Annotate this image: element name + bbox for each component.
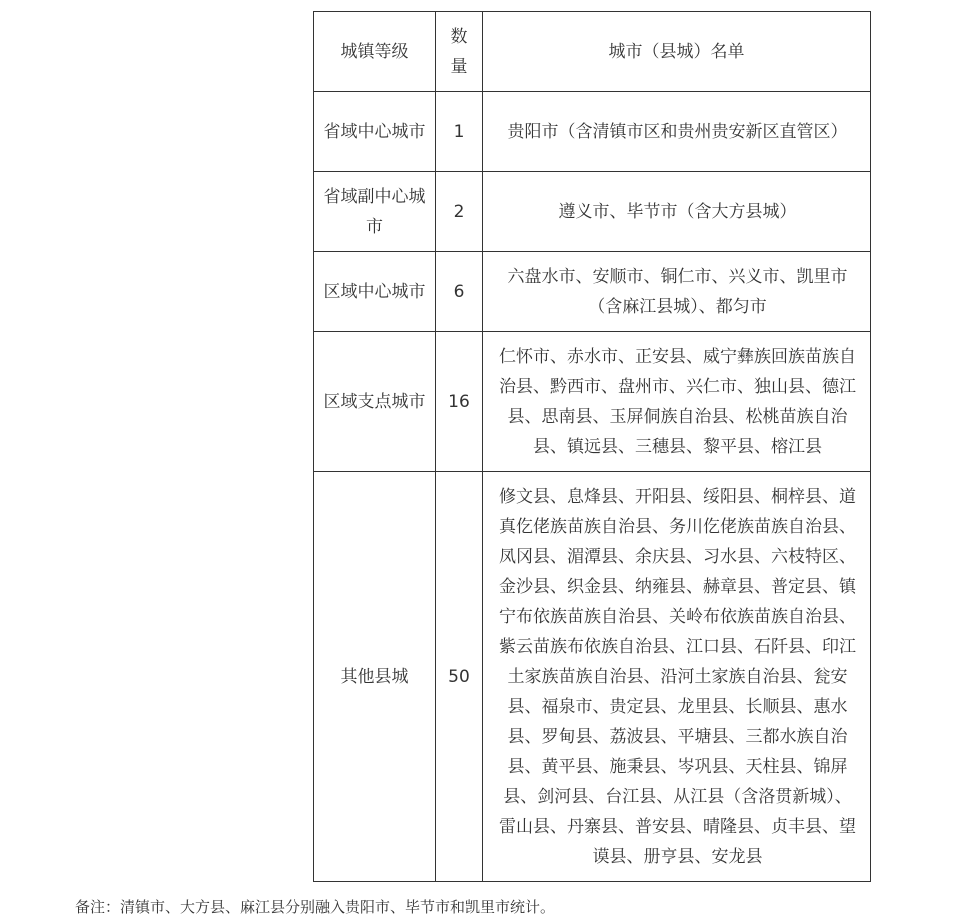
header-count: 数量 (436, 12, 483, 92)
cell-level: 省域副中心城市 (314, 172, 436, 252)
header-names: 城市（县城）名单 (483, 12, 871, 92)
cell-count: 1 (436, 92, 483, 172)
table-row (314, 92, 871, 172)
city-tier-table (313, 11, 871, 882)
header-level: 城镇等级 (314, 12, 436, 92)
table-header-row (314, 12, 871, 92)
table-row (314, 332, 871, 472)
cell-count: 6 (436, 252, 483, 332)
cell-names: 修文县、息烽县、开阳县、绥阳县、桐梓县、道真仡佬族苗族自治县、务川仡佬族苗族自治县、凤冈县、湄潭县、余庆县、习水县、六枝特区、金沙县、织金县、纳雍县、赫章县、普定县、镇宁布依族苗族自治县、关岭布依族苗族自治县、紫云苗族布依族自治县、江口县、石阡县、印江土家族苗族自治县、沿河土家族自治县、瓮安县、福泉市、贵定县、龙里县、长顺县、惠水县、罗甸县、荔波县、平塘县、三都水族自治县、黄平县、施秉县、岑巩县、天柱县、锦屏县、剑河县、台江县、从江县（含洛贯新城）、雷山县、丹寨县、普安县、晴隆县、贞丰县、望谟县、册亨县、安龙县 (483, 472, 871, 882)
table-row (314, 472, 871, 882)
cell-names: 仁怀市、赤水市、正安县、威宁彝族回族苗族自治县、黔西市、盘州市、兴仁市、独山县、德江县、思南县、玉屏侗族自治县、松桃苗族自治县、镇远县、三穗县、黎平县、榕江县 (483, 332, 871, 472)
cell-level: 省域中心城市 (314, 92, 436, 172)
cell-level: 其他县城 (314, 472, 436, 882)
cell-level: 区域支点城市 (314, 332, 436, 472)
cell-level: 区域中心城市 (314, 252, 436, 332)
cell-count: 50 (436, 472, 483, 882)
cell-names: 遵义市、毕节市（含大方县城） (483, 172, 871, 252)
cell-count: 16 (436, 332, 483, 472)
cell-names: 六盘水市、安顺市、铜仁市、兴义市、凯里市（含麻江县城）、都匀市 (483, 252, 871, 332)
table-row (314, 172, 871, 252)
cell-count: 2 (436, 172, 483, 252)
table-row (314, 252, 871, 332)
cell-names: 贵阳市（含清镇市区和贵州贵安新区直管区） (483, 92, 871, 172)
table-footnote: 备注：清镇市、大方县、麻江县分别融入贵阳市、毕节市和凯里市统计。 (75, 898, 556, 916)
